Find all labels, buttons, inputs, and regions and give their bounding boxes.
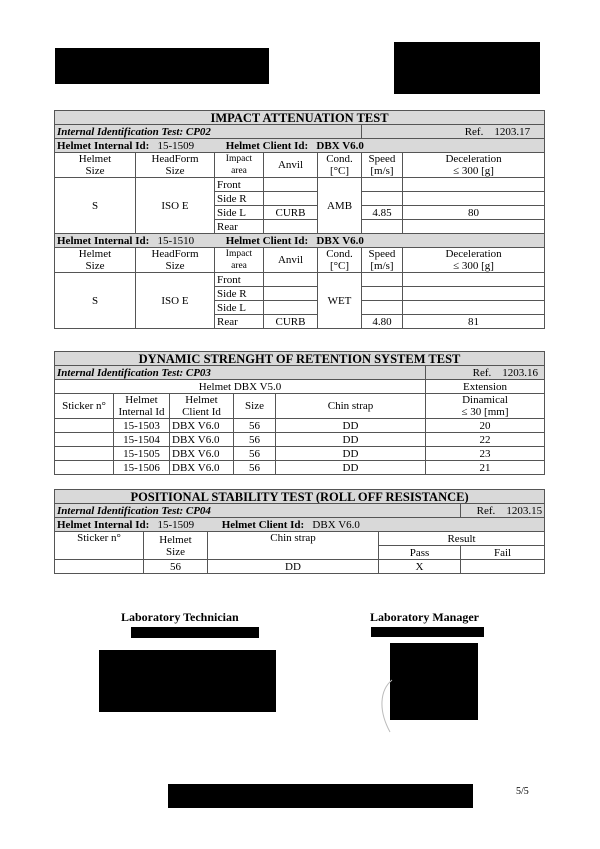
pos-col-pass: Pass <box>379 546 461 560</box>
dyn-col-internal: Helmet Internal Id <box>114 394 170 419</box>
dyn-col-size: Size <box>234 394 276 419</box>
pos-col-helmet-size: Helmet Size <box>144 532 208 560</box>
table-row: 15-1506 DBX V6.0 56 DD 21 <box>55 461 545 475</box>
positional-ids: Helmet Internal Id: 15-1509 Helmet Client Id: DBX V6.0 <box>55 518 545 532</box>
block1-area-side-r: Side R <box>215 192 264 206</box>
table-row: 56 DD X <box>55 560 545 574</box>
dynamic-internal-test: Internal Identification Test: CP03 <box>55 366 426 380</box>
block2-area-side-l: Side L <box>215 301 264 315</box>
table-row: 15-1505 DBX V6.0 56 DD 23 <box>55 447 545 461</box>
positional-ref: Ref. 1203.15 <box>461 504 545 518</box>
dyn-col-dinamical: Dinamical ≤ 30 [mm] <box>426 394 545 419</box>
redacted-footer <box>168 784 473 808</box>
col2-headform-size: HeadForm Size <box>136 248 215 273</box>
col-cond: Cond. [°C] <box>318 153 362 178</box>
pos-col-fail: Fail <box>461 546 545 560</box>
block1-size: S <box>55 178 136 234</box>
col2-helmet-size: Helmet Size <box>55 248 136 273</box>
redacted-manager-name <box>371 627 484 637</box>
redacted-header-left <box>55 48 269 84</box>
block2-headform: ISO E <box>136 273 215 329</box>
technician-label: Laboratory Technician <box>121 610 239 624</box>
block2-area-rear: Rear <box>215 315 264 329</box>
dynamic-extension: Extension <box>426 380 545 394</box>
block2-decel: 81 <box>403 315 545 329</box>
block2-cond: WET <box>318 273 362 329</box>
pos-col-chin: Chin strap <box>208 532 379 560</box>
dynamic-ref: Ref. 1203.16 <box>426 366 545 380</box>
block1-decel: 80 <box>403 206 545 220</box>
block2-area-side-r: Side R <box>215 287 264 301</box>
block1-area-side-l: Side L <box>215 206 264 220</box>
block1-area-rear: Rear <box>215 220 264 234</box>
col-helmet-size: Helmet Size <box>55 153 136 178</box>
col2-cond: Cond. [°C] <box>318 248 362 273</box>
col-headform-size: HeadForm Size <box>136 153 215 178</box>
col-speed: Speed [m/s] <box>362 153 403 178</box>
block1-anvil: CURB <box>264 206 318 220</box>
redacted-manager-signature <box>390 643 478 720</box>
dyn-col-chin: Chin strap <box>276 394 426 419</box>
block1-headform: ISO E <box>136 178 215 234</box>
block1-cond: AMB <box>318 178 362 234</box>
positional-title: POSITIONAL STABILITY TEST (ROLL OFF RESISTANCE) <box>55 490 545 504</box>
table-row: 15-1504 DBX V6.0 56 DD 22 <box>55 433 545 447</box>
block2-area-front: Front <box>215 273 264 287</box>
dynamic-title: DYNAMIC STRENGHT OF RETENTION SYSTEM TEST <box>55 352 545 366</box>
col2-anvil: Anvil <box>264 248 318 273</box>
col-impact-area: Impact area <box>215 153 264 178</box>
dyn-col-client: Helmet Client Id <box>170 394 234 419</box>
col-anvil: Anvil <box>264 153 318 178</box>
page-number: 5/5 <box>516 786 529 797</box>
block1-speed: 4.85 <box>362 206 403 220</box>
pos-col-result: Result <box>379 532 545 546</box>
col2-decel: Deceleration ≤ 300 [g] <box>403 248 545 273</box>
dynamic-strength-table <box>54 351 545 475</box>
signature-stroke-icon <box>370 670 400 740</box>
col2-speed: Speed [m/s] <box>362 248 403 273</box>
block2-anvil: CURB <box>264 315 318 329</box>
redacted-technician-name <box>131 627 259 638</box>
impact-block2-ids: Helmet Internal Id: 15-1510 Helmet Client Id: DBX V6.0 <box>55 234 545 248</box>
manager-label: Laboratory Manager <box>370 610 479 624</box>
block1-area-front: Front <box>215 178 264 192</box>
redacted-technician-signature <box>99 650 276 712</box>
dyn-col-sticker: Sticker n° <box>55 394 114 419</box>
table-row: 15-1503 DBX V6.0 56 DD 20 <box>55 419 545 433</box>
col-decel: Deceleration ≤ 300 [g] <box>403 153 545 178</box>
impact-internal-test: Internal Identification Test: CP02 <box>55 125 362 139</box>
positional-stability-table <box>54 489 545 574</box>
impact-ref: Ref. 1203.17 <box>362 125 545 139</box>
block2-speed: 4.80 <box>362 315 403 329</box>
impact-title: IMPACT ATTENUATION TEST <box>55 111 545 125</box>
dynamic-helmet-group: Helmet DBX V5.0 <box>55 380 426 394</box>
pos-col-sticker: Sticker n° <box>55 532 144 560</box>
redacted-header-right <box>394 42 540 94</box>
col2-impact-area: Impact area <box>215 248 264 273</box>
impact-attenuation-table <box>54 110 545 329</box>
impact-block1-ids: Helmet Internal Id: 15-1509 Helmet Client Id: DBX V6.0 <box>55 139 545 153</box>
positional-internal-test: Internal Identification Test: CP04 <box>55 504 461 518</box>
block2-size: S <box>55 273 136 329</box>
